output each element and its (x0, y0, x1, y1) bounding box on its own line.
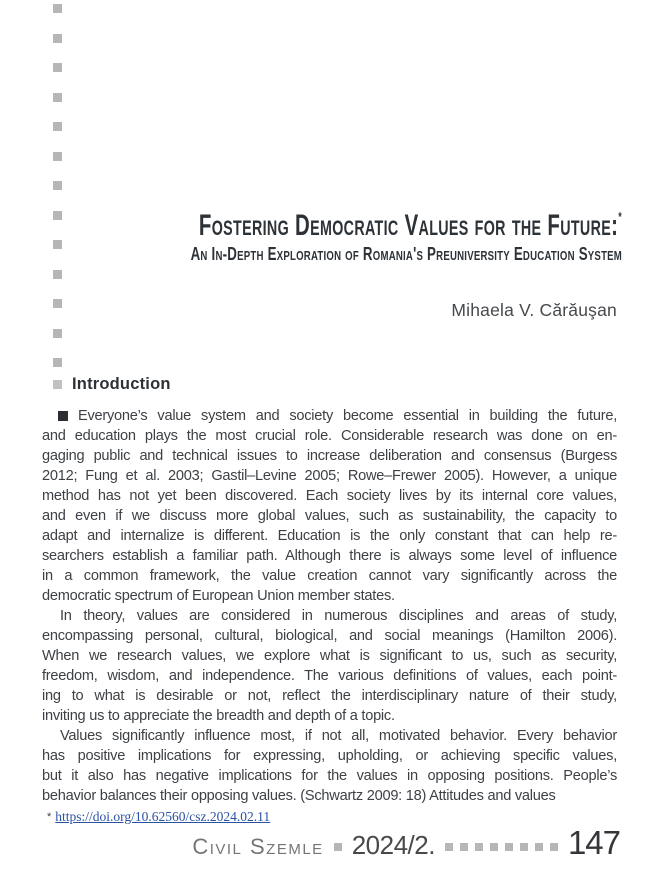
body-line: gaging public and technical issues to increase deliberation and consensus (Burgess (42, 448, 617, 464)
title-footnote-marker: * (618, 209, 622, 224)
decor-square-icon (53, 329, 62, 338)
footer-square-icon (460, 843, 468, 851)
body-line: democratic spectrum of European Union member states. (42, 588, 395, 604)
heading-bullet-icon (53, 380, 62, 389)
decor-square-icon (53, 34, 62, 43)
footer-square-icon (535, 843, 543, 851)
body-line: Everyone’s value system and society become essential in building the future, (42, 406, 617, 426)
decor-square-icon (53, 4, 62, 13)
body-line: encompassing personal, cultural, biological, and social meanings (Hamilton 2006). (42, 628, 617, 644)
author-name: Mihaela V. Cărăuşan (451, 300, 617, 320)
body-line: ing to what is desirable or not, reflect the interdisciplinary nature of their study, (42, 688, 617, 704)
footer-square-icon (475, 843, 483, 851)
article-subtitle-text: An In-Depth Exploration of Romania's Preuniversity Education System (190, 244, 622, 264)
doi-link[interactable]: https://doi.org/10.62560/csz.2024.02.11 (55, 809, 271, 824)
decor-square-icon (53, 181, 62, 190)
body-line: and education plays the most crucial role. Considerable research was done on en- (42, 428, 617, 444)
decor-square-icon (53, 152, 62, 161)
article-subtitle (0, 243, 622, 265)
decorative-square-column (53, 4, 62, 388)
article-title-text: Fostering Democratic Values for the Future: (199, 209, 619, 242)
body-line: Values significantly influence most, if not all, motivated behavior. Every behavior (60, 728, 617, 744)
decor-square-icon (53, 358, 62, 367)
article-body (42, 406, 617, 806)
body-line: inviting us to appreciate the breadth and depth of a topic. (42, 708, 395, 724)
issue-number: 2024/2. (351, 830, 435, 860)
page-number: 147 (567, 824, 620, 861)
footer-square-icon (490, 843, 498, 851)
section-heading-row (53, 375, 171, 394)
paragraph-bullet-icon (58, 411, 68, 421)
body-line: adapt and internalize is different. Education is the only constant that can help re- (42, 528, 617, 544)
title-block (0, 200, 622, 265)
body-line: has positive implications for expressing, upholding, or achieving specific values, (42, 748, 617, 764)
footer-square-icon (505, 843, 513, 851)
decor-square-icon (53, 93, 62, 102)
article-title (0, 200, 622, 243)
body-line: freedom, wisdom, and independence. The various definitions of values, each point- (42, 668, 617, 684)
footer-squares (445, 843, 558, 851)
section-heading: Introduction (72, 375, 171, 393)
body-line: in a common framework, the value creation cannot vary significantly across the (42, 568, 617, 584)
body-line: and even if we discuss more global values, such as sustainability, the capacity to (42, 508, 617, 524)
journal-footer (0, 824, 620, 862)
journal-name: Civil Szemle (192, 834, 324, 859)
footer-square-icon (334, 843, 342, 851)
footer-square-icon (520, 843, 528, 851)
footnote (47, 809, 270, 825)
body-line: searchers establish a familiar path. Although there is always some level of influence (42, 548, 617, 564)
body-line: 2012; Fung et al. 2003; Gastil–Levine 2005; Rowe–Frewer 2005). However, a unique (42, 468, 617, 484)
body-line: In theory, values are considered in numerous disciplines and areas of study, (60, 608, 617, 624)
decor-square-icon (53, 63, 62, 72)
body-line: method has not yet been discovered. Each society lives by its internal core values, (42, 488, 617, 504)
body-line: behavior balances their opposing values. (Schwartz 2009: 18) Attitudes and values (42, 788, 556, 804)
body-line: When we research values, we explore what is significant to us, such as security, (42, 648, 617, 664)
body-line: but it also has negative implications for the values in opposing positions. People’s (42, 768, 617, 784)
decor-square-icon (53, 270, 62, 279)
footer-square-icon (550, 843, 558, 851)
footnote-marker: * (47, 811, 52, 823)
footer-square-icon (445, 843, 453, 851)
decor-square-icon (53, 122, 62, 131)
